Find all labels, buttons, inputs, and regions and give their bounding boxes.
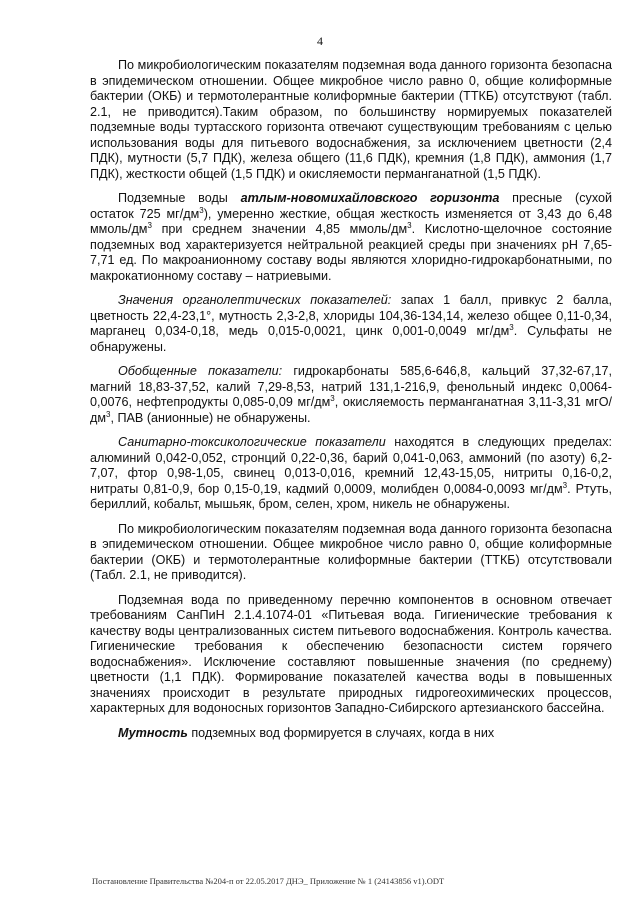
section-label-organoleptic: Значения органолептических показателей: <box>118 293 392 307</box>
paragraph-general-indicators <box>90 364 612 426</box>
text: подземных вод формируется в случаях, когда в них <box>187 725 495 740</box>
superscript: 3 <box>509 322 514 332</box>
text: при среднем значении 4,85 ммоль/дм <box>151 222 408 236</box>
document-footer: Постановление Правительства №204-п от 22.05.2017 ДНЭ_ Приложение № 1 (24143856 v1).ODT <box>92 876 445 886</box>
paragraph-sanitary-toxicological <box>90 435 612 513</box>
text: , окисляемость перманганатная 3,11-3,31 мгО/дм <box>90 395 612 425</box>
superscript: 3 <box>106 409 111 419</box>
superscript: 3 <box>147 220 152 230</box>
superscript: 3 <box>330 393 335 403</box>
term-turbidity: Мутность <box>118 725 188 740</box>
text: запах 1 балл, привкус 2 балла, цветность 22,4-23,1°, мутность 2,3-2,8, хлориды 104,36-134,14, железо общее 0,11-0,34, марганец 0,034-0,18, медь 0,015-0,0021, цинк 0,001-0,0049 мг/дм <box>90 293 612 338</box>
text: . Ртуть, бериллий, кобальт, мышьяк, бром, селен, хром, никель не обнаружены. <box>90 481 613 511</box>
paragraph-sanpin-compliance: Подземная вода по приведенному перечню компонентов в основном отвечает требованиям СанПиН 2.1.4.1074-01 «Питьевая вода. Гигиенические требования к качеству воды централизованных систем питьевого водоснабжения. Контроль качества. Гигиенические требования к обеспечению безопасности систем горячего водоснабжения». Исключение составляют повышенные значения (по среднему) цветности (1,1 ПДК). Формирование показателей качества воды в повышенных значениях происходит в результате природных гидрогеохимических процессов, характерных для водоносных горизонтов Западно-Сибирского артезианского бассейна. <box>90 592 612 715</box>
paragraph-microbiology-2: По микробиологическим показателям подземная вода данного горизонта безопасна в эпидемическом отношении. Общее микробное число равно 0, общие колиформные бактерии (ОКБ) и термотолерантные колиформные бактерии (ТТКБ) отсутствовали (Табл. 2.1, не приводится). <box>90 521 612 582</box>
text: Подземные воды <box>118 191 241 205</box>
paragraph-turbidity <box>90 726 612 742</box>
text: . Кислотно-щелочное состояние подземных вод характеризуется нейтральной реакцией среды при значениях рН 7,65-7,71 ед. По макроанионному составу воды являются хлоридно-гидрокарбонатными, по макрокатионному составу – натриевыми. <box>90 222 612 283</box>
document-body <box>90 58 612 750</box>
paragraph-microbiology-1: По микробиологическим показателям подземная вода данного горизонта безопасна в эпидемическом отношении. Общее микробное число равно 0, общие колиформные бактерии (ОКБ) и термотолерантные колиформные бактерии (ТТКБ) отсутствуют (табл. 2.1, не приводится).Таким образом, по большинству нормируемых показателей подземные воды туртасского горизонта отвечают существующим требованиям с целью использования воды для питьевого водоснабжения, за исключением цветности (2,4 ПДК), мутности (5,7 ПДК), железа общего (11,6 ПДК), кремния (1,8 ПДК), аммония (1,7 ПДК), жесткости общей (1,5 ПДК) и окисляемости перманганатной (1,5 ПДК). <box>90 58 612 181</box>
superscript: 3 <box>407 220 412 230</box>
page-number: 4 <box>317 34 323 48</box>
text: ), умеренно жесткие, общая жесткость изменяется от 3,43 до 6,48 ммоль/дм <box>90 206 613 236</box>
superscript: 3 <box>562 480 568 490</box>
horizon-name: атлым-новомихайловского горизонта <box>240 191 500 205</box>
text: . Сульфаты не обнаружены. <box>90 324 612 354</box>
text: пресные (сухой остаток 725 мг/дм <box>90 191 613 221</box>
section-label-sanitary: Санитарно-токсикологические показатели <box>118 435 386 449</box>
section-label-general: Обобщенные показатели: <box>118 364 283 378</box>
text: находятся в следующих пределах: алюминий 0,042-0,052, стронций 0,22-0,36, барий 0,041-0,063, аммоний (по азоту) 6,2-7,07, фтор 0,98-1,05, свинец 0,013-0,016, кремний 12,43-15,05, нитриты 0,16-0,2, нитраты 0,81-0,9, бор 0,15-0,19, кадмий 0,0009, молибден 0,0084-0,0093 мг/дм <box>90 435 612 496</box>
superscript: 3 <box>199 205 204 215</box>
paragraph-organoleptic <box>90 293 612 355</box>
text: гидрокарбонаты 585,6-646,8, кальций 37,32-67,17, магний 18,83-37,52, калий 7,29-8,53, натрий 131,1-216,9, фенольный индекс 0,0064-0,0076, нефтепродукты 0,085-0,09 мг/дм <box>90 364 612 409</box>
text: , ПАВ (анионные) не обнаружены. <box>110 410 311 425</box>
paragraph-atlym-horizon <box>90 191 612 284</box>
